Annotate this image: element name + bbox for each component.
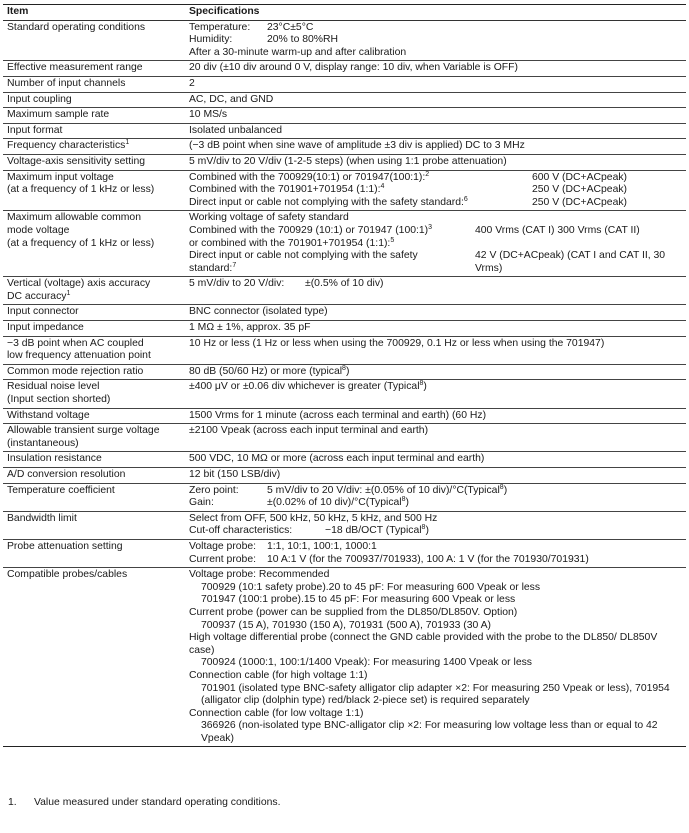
spec-text: ) — [405, 497, 409, 509]
item-text: DC accuracy — [7, 290, 67, 302]
table-row — [3, 483, 686, 511]
spec-cell: BNC connector (isolated type) — [185, 305, 686, 321]
compatible-line: 700924 (1000:1, 100:1/1400 Vpeak): For measuring 1400 Vpeak or less — [201, 657, 532, 669]
table-row — [3, 76, 686, 92]
spec-text: Cut-off characteristics: — [189, 525, 293, 537]
table-row — [3, 108, 686, 124]
footnote-marker: 4 — [380, 183, 385, 191]
spec-cell: 500 VDC, 10 MΩ or more (across each input terminal and earth) — [185, 452, 686, 468]
header-item: Item — [3, 5, 185, 21]
spec-cell — [185, 170, 686, 211]
spec-cell: AC, DC, and GND — [185, 92, 686, 108]
item-cell — [3, 139, 185, 155]
item-cell — [3, 211, 185, 277]
compatible-line: Current probe (power can be supplied from the DL850/DL850V. Option) — [189, 606, 518, 618]
item-cell: Input impedance — [3, 321, 185, 337]
footnote-marker: 3 — [428, 223, 433, 231]
compatible-line: 700937 (15 A), 701930 (150 A), 701931 (500 A), 701933 (30 A) — [201, 619, 492, 631]
spec-cell: (−3 dB point when sine wave of amplitude ±3 div is applied) DC to 3 MHz — [185, 139, 686, 155]
temperature-value: 23°C±5°C — [267, 21, 314, 33]
table-row — [3, 539, 686, 567]
item-text: −3 dB point when AC coupled — [7, 337, 144, 349]
spec-text: Combined with the 700929 (10:1) or 701947 (100:1) — [189, 224, 429, 236]
table-row — [3, 408, 686, 424]
item-text: (at a frequency of 1 kHz or less) — [7, 184, 155, 196]
item-cell — [3, 336, 185, 364]
footnote-marker: 1 — [66, 289, 71, 297]
item-cell: Compatible probes/cables — [3, 568, 185, 747]
footnote-marker: 8 — [499, 483, 504, 491]
spec-cell: 2 — [185, 76, 686, 92]
spec-cell: 20 div (±10 div around 0 V, display range: 10 div, when Variable is OFF) — [185, 61, 686, 77]
table-row — [3, 511, 686, 539]
spec-text: Working voltage of safety standard — [189, 212, 349, 224]
spec-value: ±(0.5% of 10 div) — [305, 278, 384, 290]
item-text: Vertical (voltage) axis accuracy — [7, 278, 151, 290]
compatible-line: 701947 (100:1 probe).15 to 45 pF: For measuring 600 Vpeak or less — [201, 594, 516, 606]
spec-text: ) — [425, 525, 429, 537]
footnote-marker: 8 — [419, 380, 424, 388]
compatible-line: Connection cable (for high voltage 1:1) — [189, 669, 368, 681]
item-text: mode voltage — [7, 224, 70, 236]
table-row — [3, 452, 686, 468]
compatible-line: Voltage probe: Recommended — [189, 569, 330, 581]
humidity-value: 20% to 80%RH — [267, 34, 339, 46]
spec-cell — [185, 277, 686, 305]
spec-text: ) — [345, 365, 350, 377]
table-row — [3, 154, 686, 170]
table-row — [3, 468, 686, 484]
table-row — [3, 321, 686, 337]
item-cell: Probe attenuation setting — [3, 539, 185, 567]
spec-cell — [185, 511, 686, 539]
spec-text: ±400 μV or ±0.06 div whichever is greater (Typical — [189, 381, 420, 393]
footnote — [8, 797, 280, 810]
spec-text: ) — [503, 484, 508, 496]
footnote-marker: 5 — [390, 236, 395, 244]
item-cell: Effective measurement range — [3, 61, 185, 77]
compatible-line: Connection cable (for low voltage 1:1) — [189, 707, 364, 719]
spec-value: 5 mV/div to 20 V/div: ±(0.05% of 10 div)/°C(Typical — [267, 484, 500, 496]
spec-text: Current probe: — [189, 553, 256, 565]
table-row — [3, 20, 686, 61]
table-row — [3, 305, 686, 321]
item-text: (Input section shorted) — [7, 394, 111, 406]
item-cell: Voltage-axis sensitivity setting — [3, 154, 185, 170]
item-cell: Insulation resistance — [3, 452, 185, 468]
spec-value: 1:1, 10:1, 100:1, 1000:1 — [267, 540, 377, 552]
item-cell: Input connector — [3, 305, 185, 321]
footnote-marker: 8 — [401, 496, 406, 504]
item-cell: Common mode rejection ratio — [3, 364, 185, 380]
spec-text: Combined with the 701901+701954 (1:1): — [189, 184, 381, 196]
table-row — [3, 380, 686, 408]
footnote-marker: 6 — [463, 195, 468, 203]
spec-text: standard: — [189, 262, 233, 274]
spec-text: ) — [423, 381, 427, 393]
spec-cell — [185, 20, 686, 61]
footnote-marker: 8 — [342, 364, 346, 372]
item-text: Allowable transient surge voltage — [7, 425, 160, 437]
item-cell: Input coupling — [3, 92, 185, 108]
compatible-line: 701901 (isolated type BNC-safety alligator clip adapter ×2: For measuring 250 Vpeak or less), 701954 (alligator clip (dolphin type) red/black 2-piece set) is required separately — [201, 682, 670, 707]
item-cell — [3, 424, 185, 452]
table-row — [3, 277, 686, 305]
spec-text: Direct input or cable not complying with the safety standard: — [189, 196, 464, 208]
spec-value: 600 V (DC+ACpeak) — [532, 171, 628, 183]
table-row — [3, 424, 686, 452]
spec-value: −18 dB/OCT (Typical — [325, 525, 422, 537]
table-row — [3, 61, 686, 77]
item-cell: Withstand voltage — [3, 408, 185, 424]
spec-cell: 1 MΩ ± 1%, approx. 35 pF — [185, 321, 686, 337]
spec-cell: ±2100 Vpeak (across each input terminal and earth) — [185, 424, 686, 452]
spec-cell — [185, 364, 686, 380]
spec-text: Voltage probe: — [189, 540, 257, 552]
compatible-line: 700929 (10:1 safety probe).20 to 45 pF: For measuring 600 Vpeak or less — [201, 581, 541, 593]
item-cell: Temperature coefficient — [3, 483, 185, 511]
table-row — [3, 123, 686, 139]
item-text: Frequency characteristics — [7, 140, 126, 152]
item-cell: Input format — [3, 123, 185, 139]
spec-text: Direct input or cable not complying with the safety — [189, 250, 418, 262]
spec-cell — [185, 568, 686, 747]
spec-cell — [185, 539, 686, 567]
spec-cell — [185, 211, 686, 277]
table-row — [3, 139, 686, 155]
footnote-marker: 2 — [425, 170, 430, 178]
spec-text: Zero point: — [189, 484, 239, 496]
spec-value: 42 V (DC+ACpeak) (CAT I and CAT II, 30 Vrms) — [475, 250, 666, 274]
spec-text: 80 dB (50/60 Hz) or more (typical — [189, 365, 343, 377]
item-cell: Standard operating conditions — [3, 20, 185, 61]
spec-text: Combined with the 700929(10:1) or 701947(100:1): — [189, 171, 426, 183]
spec-value: ±(0.02% of 10 div)/°C(Typical — [267, 497, 402, 509]
item-cell: Number of input channels — [3, 76, 185, 92]
table-row — [3, 170, 686, 211]
spec-cell — [185, 483, 686, 511]
footnote-marker: 8 — [421, 524, 426, 532]
spec-cell: 10 MS/s — [185, 108, 686, 124]
item-cell — [3, 277, 185, 305]
spec-text: Select from OFF, 500 kHz, 50 kHz, 5 kHz, and 500 Hz — [189, 512, 438, 524]
item-text: Maximum input voltage — [7, 171, 114, 183]
spec-sheet — [3, 4, 686, 747]
table-row — [3, 336, 686, 364]
warmup-note: After a 30-minute warm-up and after calibration — [189, 46, 407, 58]
item-cell — [3, 380, 185, 408]
table-row — [3, 92, 686, 108]
spec-text: 5 mV/div to 20 V/div: — [189, 278, 285, 290]
spec-cell: 10 Hz or less (1 Hz or less when using the 700929, 0.1 Hz or less when using the 701947) — [185, 336, 686, 364]
item-text: (at a frequency of 1 kHz or less) — [7, 237, 155, 249]
item-cell: A/D conversion resolution — [3, 468, 185, 484]
item-cell: Bandwidth limit — [3, 511, 185, 539]
footnote-text: Value measured under standard operating conditions. — [34, 797, 281, 808]
table-row — [3, 211, 686, 277]
table-row — [3, 364, 686, 380]
spec-value: 400 Vrms (CAT I) 300 Vrms (CAT II) — [475, 224, 640, 236]
specifications-table — [3, 4, 686, 747]
item-text: Residual noise level — [7, 381, 100, 393]
spec-value: 250 V (DC+ACpeak) — [532, 184, 628, 196]
spec-value: 250 V (DC+ACpeak) — [532, 196, 628, 208]
item-text: (instantaneous) — [7, 437, 79, 449]
footnote-number: 1. — [8, 797, 17, 808]
footnote-marker: 7 — [232, 261, 237, 269]
spec-cell: 1500 Vrms for 1 minute (across each terminal and earth) (60 Hz) — [185, 408, 686, 424]
header-row — [3, 5, 686, 21]
item-cell — [3, 170, 185, 211]
table-row — [3, 568, 686, 747]
compatible-line: 366926 (non-isolated type BNC-alligator clip ×2: For measuring low voltage less than or equal to 42 Vpeak) — [201, 720, 658, 744]
spec-text: Gain: — [189, 497, 214, 509]
temperature-label: Temperature: — [189, 21, 251, 33]
humidity-label: Humidity: — [189, 34, 233, 46]
header-specifications: Specifications — [185, 5, 686, 21]
spec-cell — [185, 380, 686, 408]
item-text: Maximum allowable common — [7, 212, 141, 224]
compatible-line: High voltage differential probe (connect the GND cable provided with the probe to the DL850/ DL850V case) — [189, 632, 658, 656]
item-text: low frequency attenuation point — [7, 350, 151, 362]
spec-cell: 12 bit (150 LSB/div) — [185, 468, 686, 484]
item-cell: Maximum sample rate — [3, 108, 185, 124]
spec-cell: 5 mV/div to 20 V/div (1-2-5 steps) (when using 1:1 probe attenuation) — [185, 154, 686, 170]
spec-value: 10 A:1 V (for the 700937/701933), 100 A: 1 V (for the 701930/701931) — [267, 553, 589, 565]
spec-text: or combined with the 701901+701954 (1:1): — [189, 237, 391, 249]
footnote-marker: 1 — [125, 139, 130, 147]
spec-cell: Isolated unbalanced — [185, 123, 686, 139]
